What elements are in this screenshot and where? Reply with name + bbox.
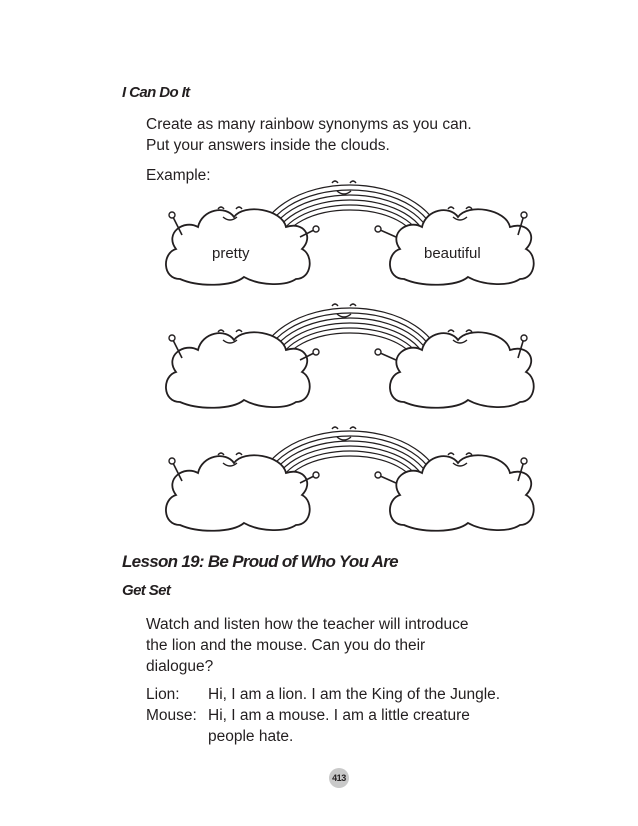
lesson-title: Lesson 19: Be Proud of Who You Are — [122, 552, 398, 571]
example-label: Example: — [146, 167, 211, 184]
dialogue-row — [146, 705, 568, 726]
dialogue-speaker: Mouse: — [146, 707, 197, 724]
example-word-right: beautiful — [424, 245, 481, 262]
subsection-title: Get Set — [122, 582, 171, 599]
intro-text — [146, 614, 566, 677]
intro-line: dialogue? — [146, 658, 214, 675]
rainbow-group-3 — [166, 427, 534, 531]
instruction-line: Create as many rainbow synonyms as you can. — [146, 116, 472, 133]
page-number: 413 — [329, 768, 349, 788]
example-word-left: pretty — [212, 245, 250, 262]
dialogue — [146, 684, 568, 747]
intro-line: the lion and the mouse. Can you do their — [146, 637, 426, 654]
dialogue-speaker: Lion: — [146, 686, 180, 703]
dialogue-line: Hi, I am a lion. I am the King of the Jungle. — [208, 686, 501, 703]
dialogue-line: Hi, I am a mouse. I am a little creature — [208, 707, 470, 724]
rainbow-group-2 — [166, 304, 534, 408]
dialogue-line: people hate. — [208, 728, 294, 745]
intro-line: Watch and listen how the teacher will introduce — [146, 616, 469, 633]
dialogue-row — [146, 726, 568, 747]
instruction-line: Put your answers inside the clouds. — [146, 137, 390, 154]
dialogue-speaker — [146, 726, 208, 747]
rainbow-group-1 — [166, 181, 534, 285]
dialogue-row — [146, 684, 568, 705]
section-title: I Can Do It — [122, 84, 190, 101]
rainbow-clouds-illustration — [160, 165, 545, 543]
instruction-text — [146, 114, 566, 156]
